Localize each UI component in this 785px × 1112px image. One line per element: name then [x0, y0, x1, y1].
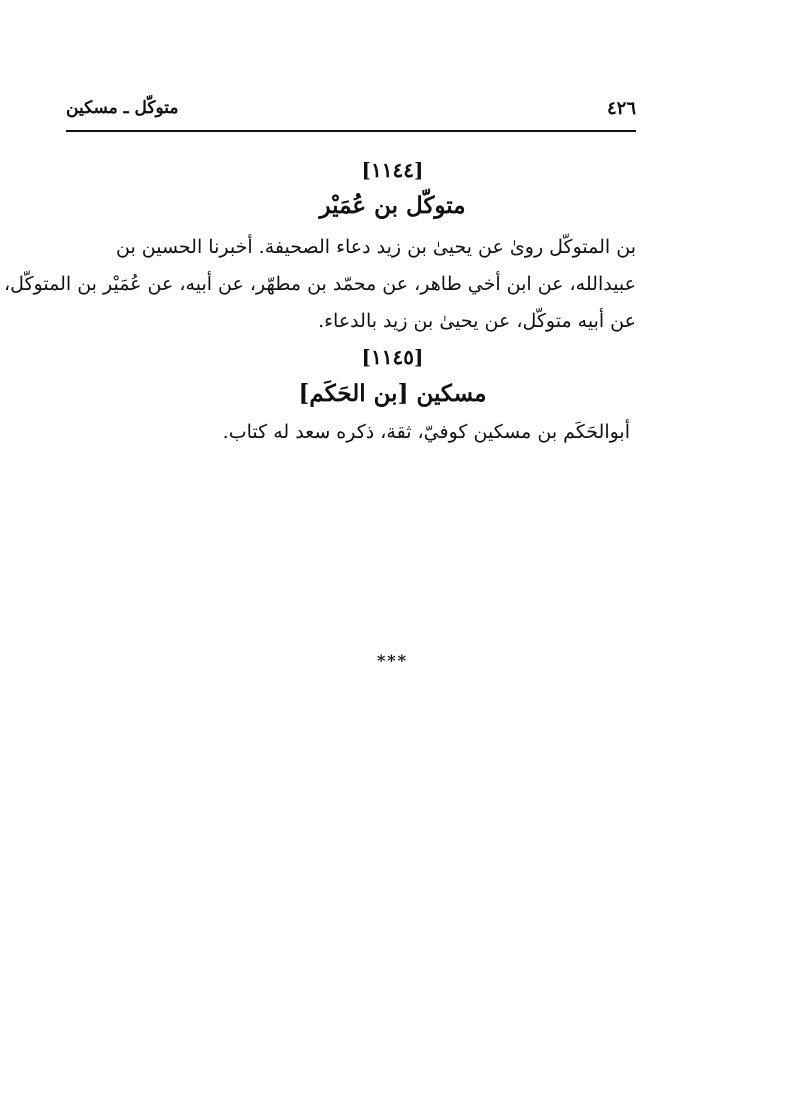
end-mark: ***	[376, 651, 409, 670]
running-header	[66, 88, 636, 128]
entry-number: [١١٤٤]	[361, 158, 424, 182]
entry-body	[200, 414, 630, 451]
body-line: بن المتوكّل روىٰ عن يحيىٰ بن زيد دعاء الصحيفة. أخبرنا الحسين بن	[115, 236, 636, 258]
entry-name: متوكّل بن عُمَيْر	[319, 192, 466, 219]
entry-name: مسكين [بن الحَكَم]	[298, 380, 487, 407]
body-line: أبوالحَكَم بن مسكين كوفيّ، ثقة، ذكره سعد له كتاب.	[222, 421, 630, 443]
entry-body	[3, 229, 636, 340]
body-line: عن أبيه متوكّل، عن يحيىٰ بن زيد بالدعاء.	[318, 310, 636, 332]
entry-number: [١١٤٥]	[361, 345, 424, 369]
page-number: ٤٢٦	[606, 98, 636, 119]
body-line: عبيدالله، عن ابن أخي طاهر، عن محمّد بن مطهّر، عن أبيه، عن عُمَيْر بن المتوكّل،	[3, 273, 636, 295]
header-rule	[66, 130, 636, 132]
running-title: متوكّل ـ مسكين	[66, 98, 179, 118]
